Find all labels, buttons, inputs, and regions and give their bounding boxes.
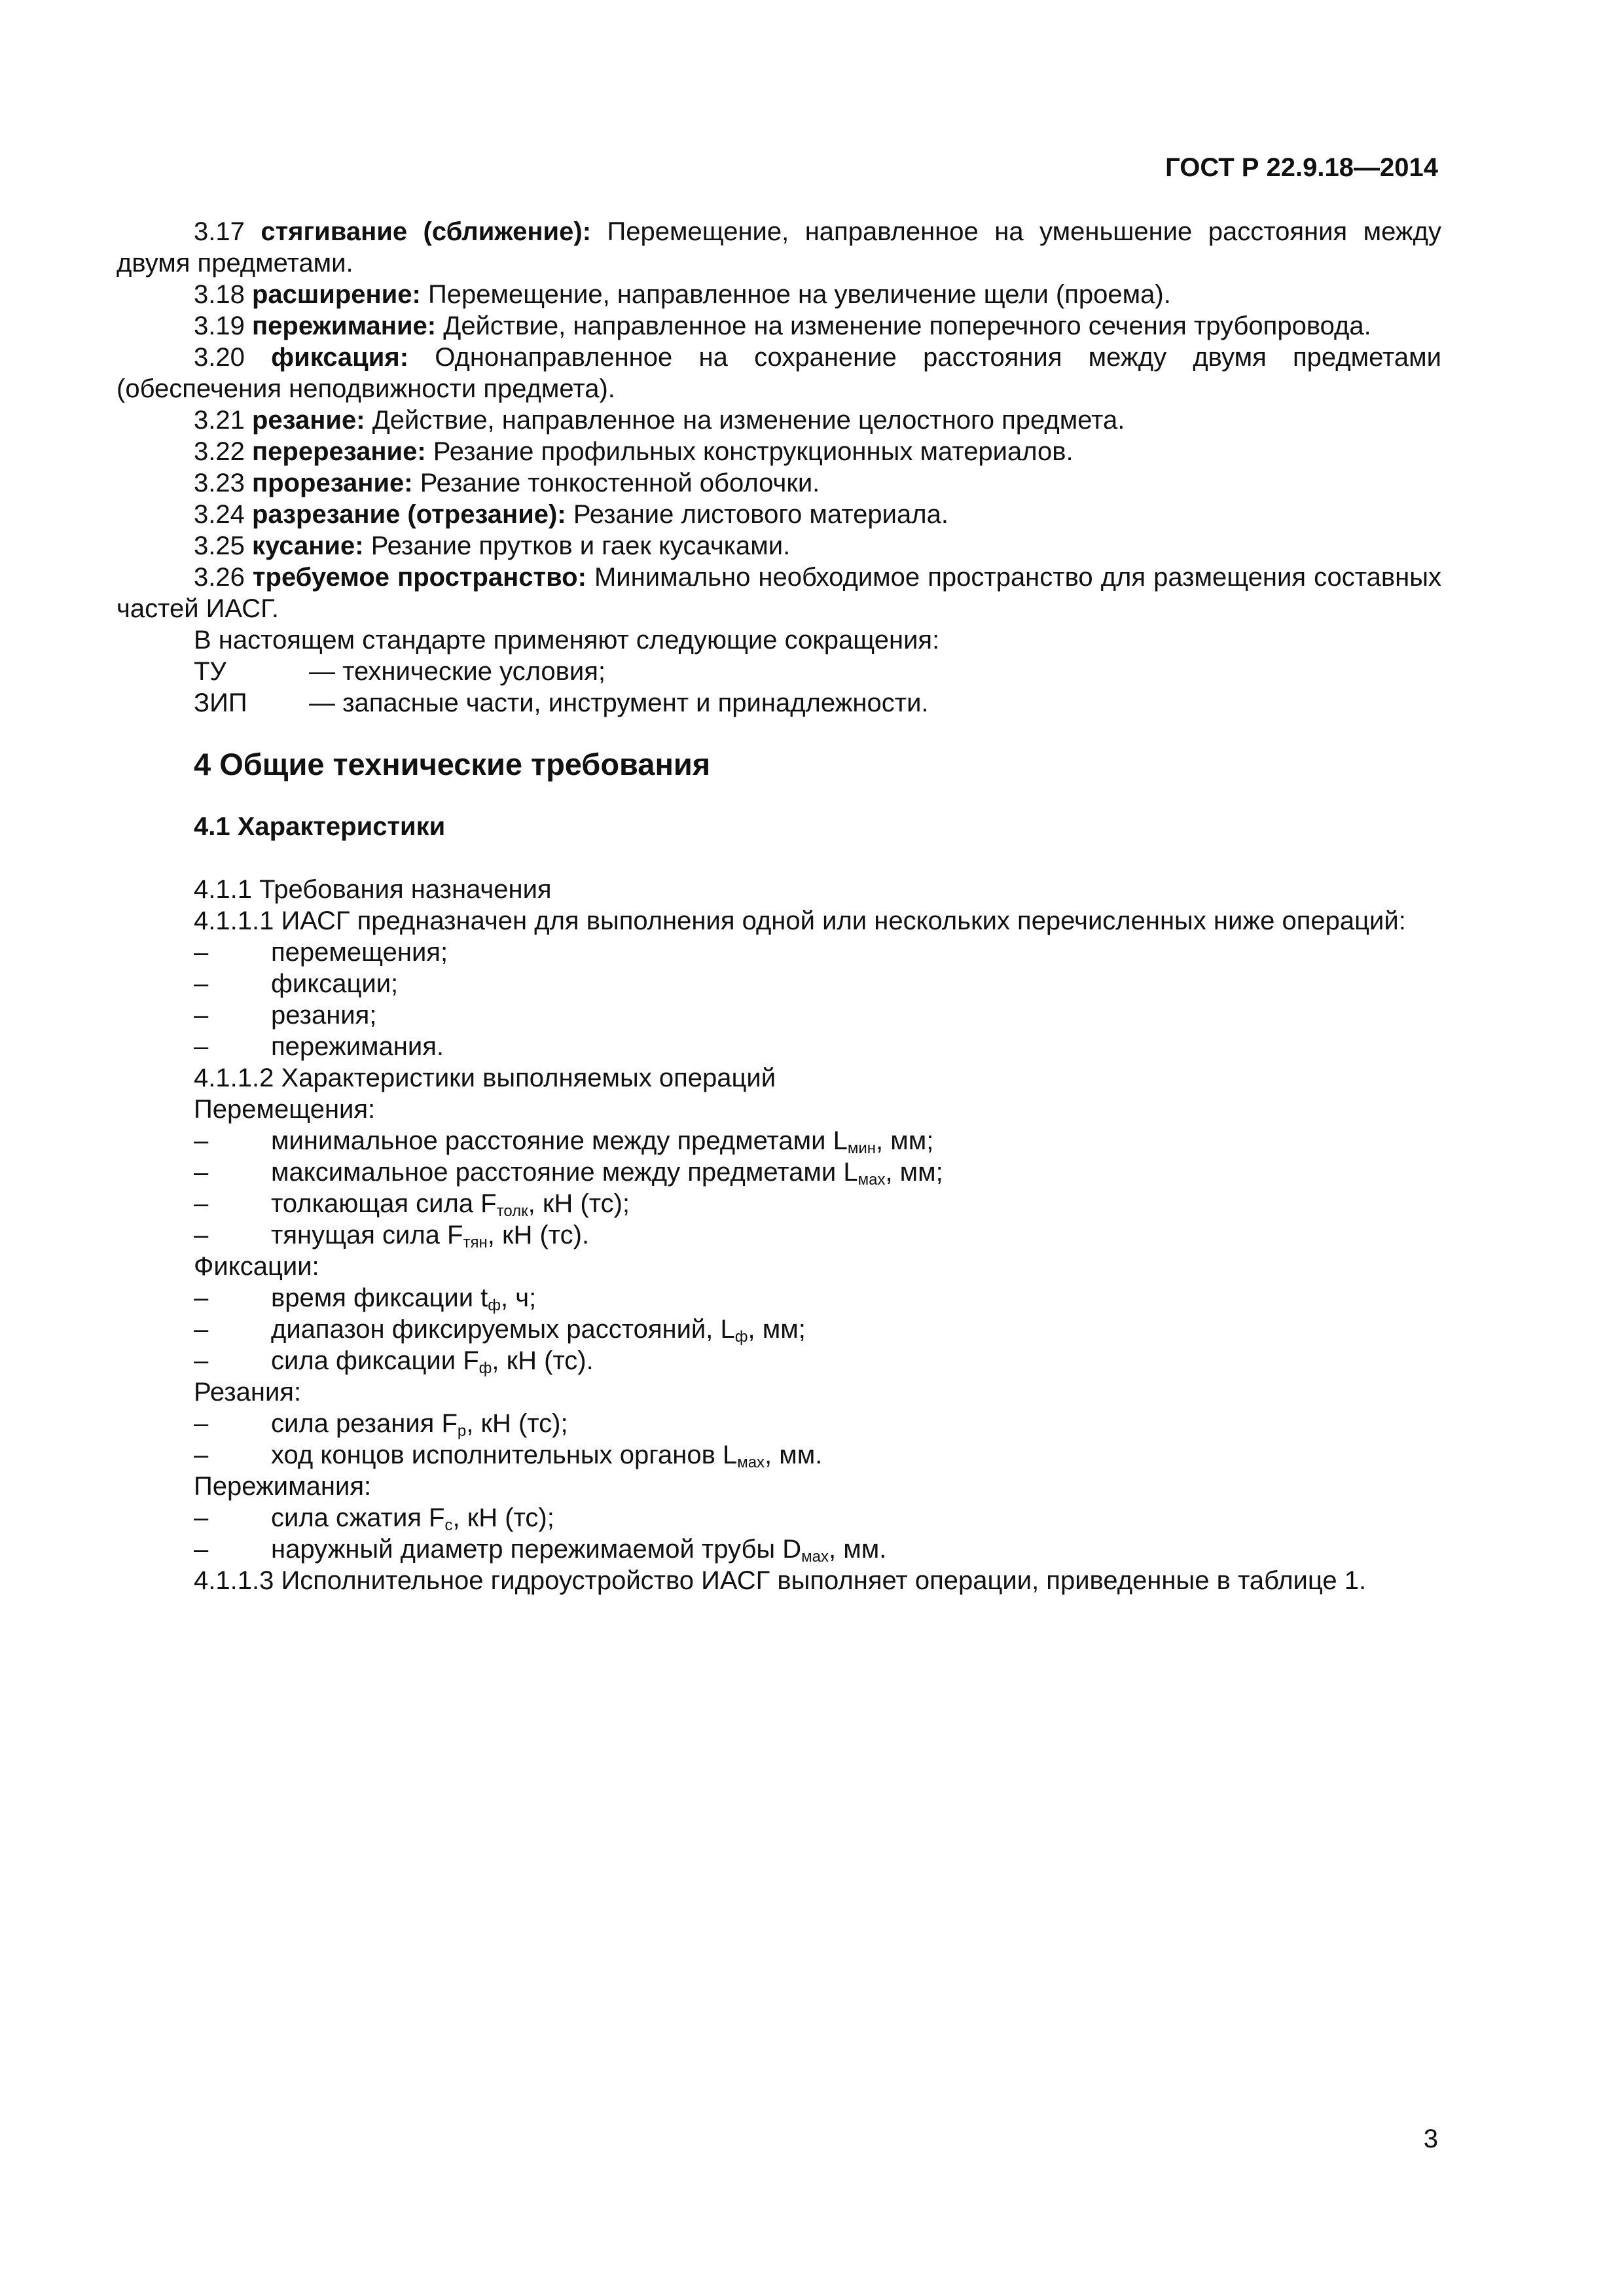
characteristic-pre: сила фиксации F	[271, 1346, 479, 1375]
group-title: Перемещения:	[194, 1095, 376, 1124]
characteristic-subscript: с	[444, 1516, 453, 1534]
characteristic-item	[117, 1408, 1441, 1439]
characteristic-item	[117, 1314, 1441, 1345]
abbreviation-meaning: — технические условия;	[309, 657, 606, 686]
operation-text: фиксации;	[271, 969, 399, 998]
characteristic-pre: сила сжатия F	[271, 1503, 445, 1532]
dash-glyph: –	[194, 938, 209, 967]
abbreviation-row	[117, 687, 1441, 719]
characteristic-text	[271, 1314, 1441, 1345]
characteristic-subscript: мах	[737, 1454, 765, 1471]
operation-item	[117, 968, 1441, 999]
dash-glyph: –	[194, 1315, 209, 1344]
definition-item	[117, 562, 1441, 624]
dash-glyph: –	[194, 1221, 209, 1249]
definition-term: пережимание:	[251, 312, 437, 340]
operation-item	[117, 999, 1441, 1031]
list-dash	[117, 1502, 271, 1534]
characteristic-subscript: ф	[478, 1359, 492, 1377]
definition-number: 3.19	[194, 312, 245, 340]
clause-4-1-1-2: 4.1.1.2 Характеристики выполняемых операций	[194, 1064, 776, 1092]
characteristic-subscript: мах	[801, 1548, 829, 1566]
characteristic-text	[271, 1282, 1441, 1314]
dash-glyph: –	[194, 1503, 209, 1532]
dash-glyph: –	[194, 1283, 209, 1312]
definition-term: требуемое пространство:	[252, 563, 586, 592]
list-dash	[117, 968, 271, 999]
dash-glyph: –	[194, 1032, 209, 1061]
definition-number: 3.23	[194, 469, 245, 497]
abbreviations-list	[117, 656, 1441, 719]
characteristic-text	[271, 1157, 1441, 1188]
clause-4-1-1-1: 4.1.1.1 ИАСГ предназначен для выполнения одной или нескольких перечисленных ниже операций:	[194, 906, 1406, 935]
operation-text: резания;	[271, 1001, 377, 1030]
list-dash	[117, 1219, 271, 1251]
abbreviation-meaning: — запасные части, инструмент и принадлежности.	[309, 689, 929, 717]
group-title: Пережимания:	[194, 1472, 372, 1501]
characteristic-item	[117, 1345, 1441, 1376]
list-dash	[117, 1188, 271, 1219]
list-dash	[117, 1408, 271, 1439]
characteristics-groups	[117, 1094, 1441, 1565]
dash-glyph: –	[194, 1535, 209, 1564]
characteristic-item	[117, 1502, 1441, 1534]
dash-glyph: –	[194, 1409, 209, 1438]
definition-text: Резание листового материала.	[573, 500, 948, 529]
characteristic-subscript: толк	[496, 1202, 528, 1220]
characteristic-subscript: мин	[847, 1139, 876, 1157]
definition-term: резание:	[251, 406, 365, 435]
definition-item	[117, 404, 1441, 436]
definition-term: стягивание (сближение):	[261, 217, 592, 246]
characteristic-subscript: ф	[734, 1328, 748, 1346]
dash-glyph: –	[194, 1441, 209, 1469]
definition-text: Резание тонкостенной оболочки.	[420, 469, 820, 497]
characteristic-pre: толкающая сила F	[271, 1189, 497, 1218]
definition-number: 3.25	[194, 531, 245, 560]
definition-text: Действие, направленное на изменение целостного предмета.	[372, 406, 1125, 435]
definition-text: Перемещение, направленное на уменьшение расстояния между двумя предметами.	[117, 217, 1442, 278]
characteristic-item	[117, 1439, 1441, 1471]
characteristic-text	[271, 1502, 1441, 1534]
operation-text: перемещения;	[271, 938, 448, 967]
definition-text: Действие, направленное на изменение поперечного сечения трубопровода.	[443, 312, 1371, 340]
characteristic-pre: ход концов исполнительных органов L	[271, 1441, 738, 1469]
operation-item	[117, 1031, 1441, 1062]
definition-item	[117, 279, 1441, 310]
subsection-title: 4.1 Характеристики	[194, 812, 446, 841]
group-title: Резания:	[194, 1378, 302, 1407]
characteristic-item	[117, 1219, 1441, 1251]
page-number: 3	[1423, 2125, 1438, 2153]
definition-item	[117, 499, 1441, 530]
definition-text: Перемещение, направленное на увеличение щели (проема).	[427, 280, 1171, 309]
dash-glyph: –	[194, 1158, 209, 1187]
characteristic-text	[271, 1345, 1441, 1376]
characteristic-item	[117, 1188, 1441, 1219]
dash-glyph: –	[194, 1189, 209, 1218]
characteristic-post: , кН (тс).	[492, 1346, 594, 1375]
characteristic-post: , мм;	[748, 1315, 806, 1344]
characteristic-text	[271, 1219, 1441, 1251]
list-dash	[117, 1314, 271, 1345]
characteristic-subscript: ф	[488, 1297, 501, 1314]
characteristic-item	[117, 1157, 1441, 1188]
dash-glyph: –	[194, 969, 209, 998]
characteristic-post: , ч;	[501, 1283, 537, 1312]
clause-4-1-1: 4.1.1 Требования назначения	[194, 875, 552, 904]
characteristic-post: , кН (тс);	[528, 1189, 630, 1218]
definition-term: перерезание:	[251, 437, 426, 466]
characteristic-pre: максимальное расстояние между предметами L	[271, 1158, 858, 1187]
characteristic-post: , кН (тс);	[466, 1409, 568, 1438]
definition-term: прорезание:	[251, 469, 413, 497]
definition-text: Минимально необходимое пространство для размещения составных частей ИАСГ.	[117, 563, 1441, 623]
definition-number: 3.24	[194, 500, 245, 529]
characteristic-subscript: мах	[857, 1171, 886, 1189]
dash-glyph: –	[194, 1346, 209, 1375]
characteristic-text	[271, 1534, 1441, 1565]
definition-item	[117, 530, 1441, 562]
definition-item	[117, 342, 1441, 404]
characteristic-post: , мм;	[885, 1158, 943, 1187]
definition-term: кусание:	[251, 531, 364, 560]
group-title: Фиксации:	[194, 1252, 319, 1281]
definition-number: 3.26	[194, 563, 245, 592]
characteristic-post: , мм;	[876, 1126, 934, 1155]
clause-4-1-1-3: 4.1.1.3 Исполнительное гидроустройство ИАСГ выполняет операции, приведенные в таблице 1.	[194, 1566, 1367, 1595]
characteristic-text	[271, 1439, 1441, 1471]
definitions-list	[117, 216, 1441, 624]
document-code: ГОСТ Р 22.9.18—2014	[1165, 153, 1438, 182]
characteristic-text	[271, 1188, 1441, 1219]
page-content	[117, 216, 1441, 1596]
operations-list	[117, 937, 1441, 1062]
characteristic-item	[117, 1125, 1441, 1157]
definition-term: расширение:	[251, 280, 421, 309]
list-dash	[117, 1345, 271, 1376]
definition-number: 3.22	[194, 437, 245, 466]
abbreviation-row	[117, 656, 1441, 687]
list-dash	[117, 1439, 271, 1471]
definition-term: разрезание (отрезание):	[251, 500, 566, 529]
abbreviations-intro: В настоящем стандарте применяют следующие сокращения:	[194, 626, 940, 655]
definition-text: Резание прутков и гаек кусачками.	[370, 531, 791, 560]
definition-text: Однонаправленное на сохранение расстояния между двумя предметами (обеспечения неподвижности предмета).	[117, 343, 1441, 403]
list-dash	[117, 1125, 271, 1157]
definition-number: 3.21	[194, 406, 245, 435]
characteristic-item	[117, 1282, 1441, 1314]
definition-number: 3.17	[194, 217, 245, 246]
list-dash	[117, 999, 271, 1031]
abbreviation-term: ТУ	[194, 657, 226, 686]
definition-number: 3.18	[194, 280, 245, 309]
dash-glyph: –	[194, 1126, 209, 1155]
operation-item	[117, 937, 1441, 968]
characteristic-pre: наружный диаметр пережимаемой трубы D	[271, 1535, 802, 1564]
characteristic-post: , мм.	[829, 1535, 887, 1564]
characteristic-pre: время фиксации t	[271, 1283, 488, 1312]
characteristic-pre: тянущая сила F	[271, 1221, 463, 1249]
list-dash	[117, 1282, 271, 1314]
definition-item	[117, 467, 1441, 499]
definition-term: фиксация:	[271, 343, 409, 372]
list-dash	[117, 1031, 271, 1062]
characteristic-text	[271, 1125, 1441, 1157]
definition-item	[117, 436, 1441, 467]
dash-glyph: –	[194, 1001, 209, 1030]
characteristic-pre: минимальное расстояние между предметами L	[271, 1126, 848, 1155]
definition-text: Резание профильных конструкционных материалов.	[433, 437, 1074, 466]
list-dash	[117, 1157, 271, 1188]
definition-item	[117, 216, 1441, 279]
section-title: 4 Общие технические требования	[194, 747, 711, 781]
characteristic-post: , кН (тс);	[452, 1503, 554, 1532]
characteristic-pre: сила резания F	[271, 1409, 458, 1438]
characteristic-text	[271, 1408, 1441, 1439]
characteristic-pre: диапазон фиксируемых расстояний, L	[271, 1315, 735, 1344]
characteristic-subscript: тян	[463, 1234, 488, 1251]
characteristic-subscript: р	[457, 1422, 467, 1440]
list-dash	[117, 1534, 271, 1565]
characteristic-item	[117, 1534, 1441, 1565]
definition-number: 3.20	[194, 343, 245, 372]
characteristic-post: , кН (тс).	[487, 1221, 590, 1249]
characteristic-post: , мм.	[765, 1441, 823, 1469]
definition-item	[117, 310, 1441, 342]
abbreviation-term: ЗИП	[194, 689, 247, 717]
operation-text: пережимания.	[271, 1032, 444, 1061]
list-dash	[117, 937, 271, 968]
